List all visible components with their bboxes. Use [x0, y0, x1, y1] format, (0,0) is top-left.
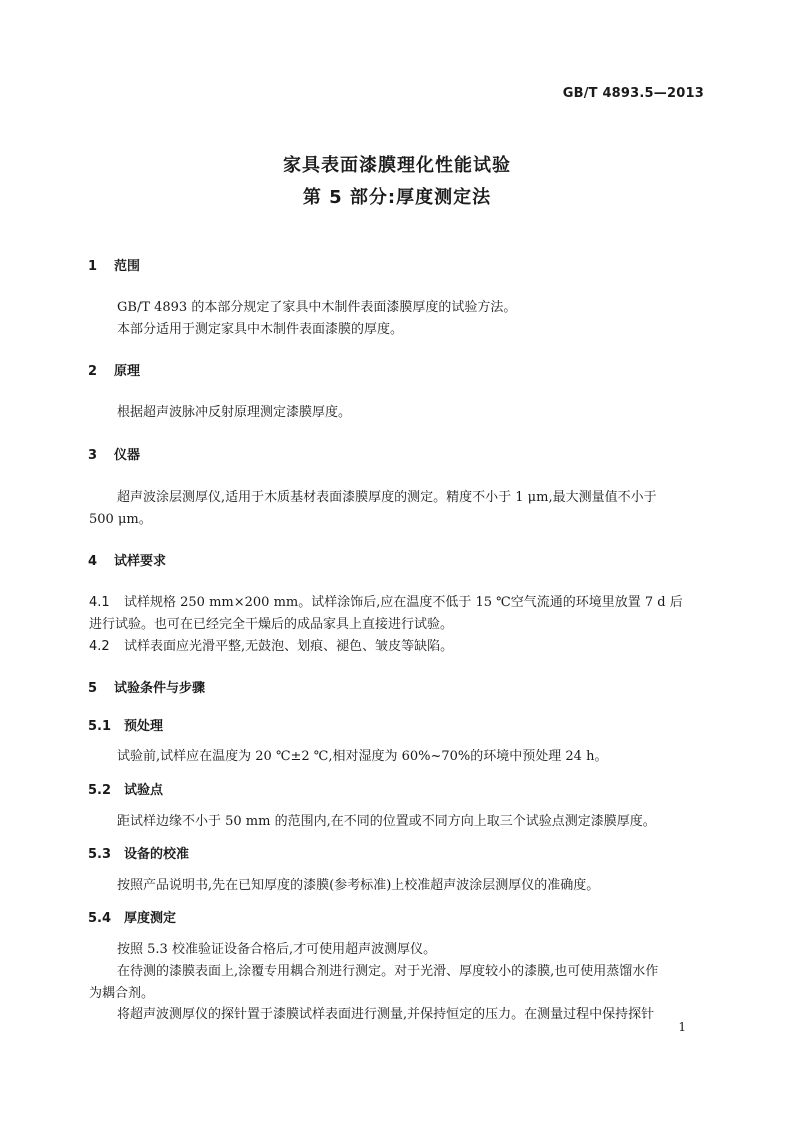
- subsection-5-1-heading: [88, 715, 163, 734]
- paragraph: 距试样边缘不小于 50 mm 的范围内,在不同的位置或不同方向上取三个试验点测定漆膜厚度。: [117, 814, 656, 829]
- section-number: 4: [88, 554, 98, 569]
- section-number: 1: [88, 259, 98, 274]
- section-4-heading: [88, 550, 166, 569]
- section-title: 仪器: [114, 448, 141, 463]
- page-number: 1: [678, 1020, 686, 1034]
- section-number: 2: [88, 364, 98, 379]
- subsection-5-3-heading: [88, 843, 189, 862]
- paragraph: 超声波涂层测厚仪,适用于木质基材表面漆膜厚度的测定。精度不小于 1 μm,最大测量值不小于: [117, 490, 657, 505]
- paragraph: 按照 5.3 校准验证设备合格后,才可使用超声波测厚仪。: [117, 942, 437, 957]
- paragraph: GB/T 4893 的本部分规定了家具中木制件表面漆膜厚度的试验方法。: [117, 300, 517, 315]
- standard-number: GB/T 4893.5—2013: [562, 86, 704, 101]
- section-1-heading: [88, 255, 140, 274]
- paragraph: 本部分适用于测定家具中木制件表面漆膜的厚度。: [117, 322, 404, 337]
- clause-4-1: [89, 591, 683, 610]
- section-3-heading: [88, 444, 140, 463]
- paragraph-continuation: 500 μm。: [89, 512, 152, 527]
- subsection-title: 试验点: [124, 783, 164, 798]
- section-number: 5: [88, 681, 98, 696]
- section-title: 试验条件与步骤: [114, 681, 206, 696]
- paragraph: 试验前,试样应在温度为 20 ℃±2 ℃,相对湿度为 60%~70%的环境中预处理 24 h。: [117, 749, 608, 764]
- paragraph: 根据超声波脉冲反射原理测定漆膜厚度。: [117, 405, 352, 420]
- paragraph: 按照产品说明书,先在已知厚度的漆膜(参考标准)上校准超声波涂层测厚仪的准确度。: [117, 878, 600, 893]
- section-5-heading: [88, 677, 205, 696]
- clause-number: 4.1: [89, 595, 110, 610]
- subsection-number: 5.1: [88, 719, 112, 734]
- clause-text: 试样表面应光滑平整,无鼓泡、划痕、褪色、皱皮等缺陷。: [124, 639, 454, 654]
- subsection-number: 5.3: [88, 847, 112, 862]
- subsection-number: 5.2: [88, 783, 112, 798]
- subsection-5-4-heading: [88, 907, 176, 926]
- section-2-heading: [88, 360, 140, 379]
- subsection-number: 5.4: [88, 911, 112, 926]
- paragraph-continuation: 进行试验。也可在已经完全干燥后的成品家具上直接进行试验。: [89, 617, 454, 632]
- document-title-line1: 家具表面漆膜理化性能试验: [283, 155, 511, 176]
- section-title: 原理: [114, 364, 141, 379]
- paragraph: 将超声波测厚仪的探针置于漆膜试样表面进行测量,并保持恒定的压力。在测量过程中保持探针: [117, 1007, 655, 1022]
- section-title: 试样要求: [114, 554, 167, 569]
- clause-number: 4.2: [89, 639, 110, 654]
- subsection-title: 预处理: [124, 719, 164, 734]
- document-title-line2: 第 5 部分:厚度测定法: [302, 187, 492, 208]
- clause-4-2: [89, 635, 453, 654]
- subsection-title: 设备的校准: [124, 847, 190, 862]
- section-number: 3: [88, 448, 98, 463]
- section-title: 范围: [114, 259, 141, 274]
- subsection-5-2-heading: [88, 779, 163, 798]
- paragraph-continuation: 为耦合剂。: [89, 986, 155, 1001]
- subsection-title: 厚度测定: [124, 911, 177, 926]
- paragraph: 在待测的漆膜表面上,涂覆专用耦合剂进行测定。对于光滑、厚度较小的漆膜,也可使用蒸馏水作: [117, 964, 659, 979]
- clause-text: 试样规格 250 mm×200 mm。试样涂饰后,应在温度不低于 15 ℃空气流通的环境里放置 7 d 后: [124, 595, 683, 610]
